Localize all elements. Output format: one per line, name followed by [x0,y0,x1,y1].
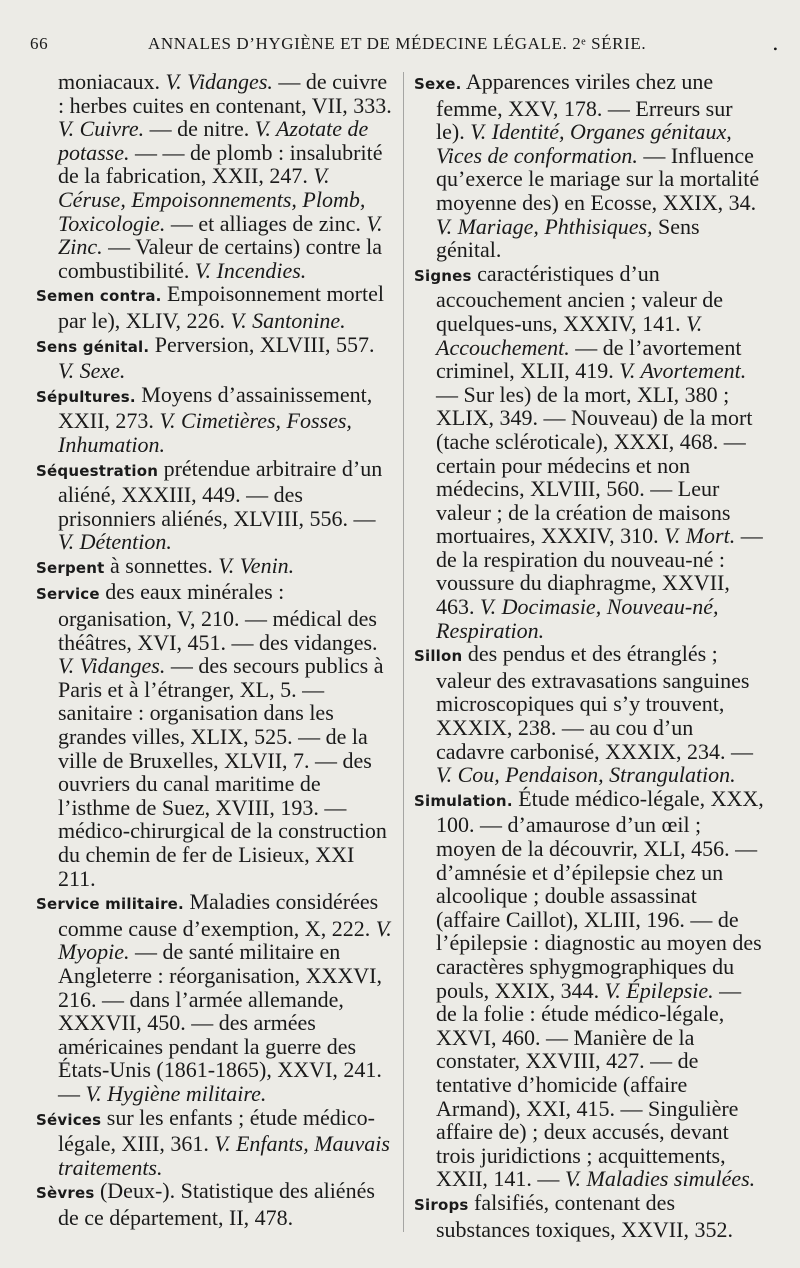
entry-text: — de santé militaire en Angleterre : réorganisation, XXXVI, 216. — dans l’armée allemande, XXXVII, 450. — des armées américaines pendant la guerre des États-Unis (1861-1865), XXVI, 241. — [58,939,382,1106]
entry-headword: Sirops [414,1195,469,1214]
cross-reference: V. Santonine. [230,307,346,333]
entry-text: — de la folie : étude médico-légale, XXVI, 460. — Manière de la constater, XXVIII, 427. — de tentative d’homicide (affaire Armand), XXI, 415. — Singulière affaire de) ; deux accusés, devant trois juridictions ; acquittements, XXII, 141. — [436,977,742,1192]
entry-headword: Sèvres [36,1184,95,1203]
cross-reference: V. Céruse, Empoisonnements, Plomb, Toxicologie. [58,163,366,236]
entry-text: — de l’avortement criminel, XLII, 419. [436,334,742,384]
entry-text: Empoisonnement mortel par le), XLIV, 226. [58,281,384,333]
entry-text: prétendue arbitraire d’un aliéné, XXXIII, 449. — des prisonniers aliénés, XLVIII, 556. — [58,455,383,531]
entry-text: — — de plomb : insalubrité de la fabrication, XXII, 247. [58,139,383,189]
entry-text: moniacaux. [58,69,166,94]
entry-text: — de la respiration du nouveau-né : voussure du diaphragme, XXVII, 463. [436,523,763,620]
running-header [30,34,778,64]
index-entry [414,1191,766,1241]
entry-text: — et alliages de zinc. [165,210,367,236]
cross-reference: V. Docimasie, Nouveau-né, Respiration. [436,594,719,643]
cross-reference: V. Accouchement. [436,310,703,360]
entry-text: — Valeur de certains) contre la combustibilité. [58,234,382,283]
index-entry [36,1106,396,1180]
cross-reference: V. Maladies simulées. [564,1166,756,1192]
entry-text: Perversion, XLVIII, 557. [149,331,375,357]
entry-text: à sonnettes. [104,552,219,578]
entry-headword: Simulation. [414,791,513,810]
right-column [414,70,766,1241]
cross-reference: V. Mariage, Phthisiques, [436,213,653,239]
column-divider [403,72,404,1232]
cross-reference: V. Myopie. [58,915,392,965]
entry-headword: Sens génital. [36,337,150,356]
index-entry [36,890,396,1105]
entry-text: — des secours publics à Paris et à l’étranger, XL, 5. — sanitaire : organisation dans les grandes villes, XLIX, 525. — de la ville de Bruxelles, XLVII, 7. — des ouvriers du canal maritime de l’isthme de Suez, XVIII, 193. — médico-chirurgical de la construction du chemin de fer de Lisieux, XXI 211. [58,653,387,891]
page-number: 66 [30,34,49,53]
entry-text: Sens génital. [436,213,700,263]
entry-headword: Semen contra. [36,287,162,306]
index-entry [36,282,396,332]
index-entry [36,457,396,554]
cross-reference: V. Zinc. [58,210,383,260]
corner-mark: • [773,42,778,56]
index-entry [36,383,396,457]
cross-reference: V. Vidanges. [58,653,166,679]
entry-headword: Signes [414,266,472,285]
entry-headword: Sillon [414,647,463,666]
entry-text: falsifiés, contenant des substances toxiques, XXVII, 352. [436,1189,733,1242]
entry-text: Étude médico-légale, XXX, 100. — d’amaurose d’un œil ; moyen de la découvrir, XLI, 456. — d’amnésie et d’épilepsie chez un alcoolique ; double assassinat (affaire Caillot), XLIII, 196. — de l’épilepsie : diagnostic au moyen des caractères sphygmographiques du pouls, XXIX, 344. [436,785,764,1003]
cross-reference: V. Détention. [58,529,172,555]
index-entry [36,1179,396,1229]
cross-reference: V. Identité, Organes génitaux, Vices de conformation. [436,119,732,168]
running-title: ANNALES D’HYGIÈNE ET DE MÉDECINE LÉGALE. 2ᵉ SÉRIE. [148,34,647,53]
entry-headword: Sévices [36,1110,102,1129]
entry-headword: Service militaire. [36,895,184,914]
cross-reference: V. Avortement. [619,358,747,384]
index-entry [414,262,766,643]
entry-headword: Service [36,585,100,604]
entry-continuation [36,70,396,282]
cross-reference: V. Épilepsie. [604,977,714,1003]
cross-reference: V. Mort. [664,523,736,549]
cross-reference: V. Enfants, Mauvais traitements. [58,1131,390,1180]
entry-text: des eaux minérales : organisation, V, 210. — médical des théâtres, XVI, 451. — des vidanges. [58,579,378,655]
entry-text: (Deux-). Statistique des aliénés de ce département, II, 478. [58,1178,375,1230]
cross-reference: V. Venin. [218,552,295,578]
entry-text: Maladies considérées comme cause d’exemption, X, 222. [58,889,379,941]
cross-reference: V. Cimetières, Fosses, Inhumation. [58,408,352,457]
cross-reference: V. Cuivre. [58,116,145,142]
entry-text: — Sur les) de la mort, XLI, 380 ; XLIX, 349. — Nouveau) de la mort (tache scléroticale), XXXI, 468. — certain pour médecins et non médecins, XLVIII, 560. — Leur valeur ; de la création de maisons mortuaires, XXXIV, 310. [436,381,753,549]
cross-reference: V. Azotate de potasse. [58,116,369,165]
entry-text: sur les enfants ; étude médico-légale, XIII, 361. [58,1104,375,1157]
index-entry [414,787,766,1191]
index-entry [414,642,766,787]
index-entry [414,70,766,262]
index-entry [36,580,396,890]
cross-reference: V. Hygiène militaire. [85,1080,267,1106]
entry-headword: Sépultures. [36,387,136,406]
index-entry [36,333,396,383]
entry-headword: Séquestration [36,461,159,480]
index-entry [36,554,396,581]
entry-text: Apparences viriles chez une femme, XXV, 178. — Erreurs sur le). [436,69,733,145]
entry-headword: Serpent [36,558,105,577]
cross-reference: V. Sexe. [58,358,126,384]
left-column [36,70,396,1230]
entry-text: — de cuivre : herbes cuites en contenant, VII, 333. [58,69,392,118]
entry-headword: Sexe. [414,75,462,93]
entry-text: des pendus et des étranglés ; valeur des extravasations sanguines microscopiques qui s’y trouvent, XXXIX, 238. — au cou d’un cadavre carbonisé, XXXIX, 234. — [436,641,754,764]
entry-text: caractéristiques d’un accouchement ancien ; valeur de quelques-uns, XXXIV, 141. [436,260,724,336]
cross-reference: V. Incendies. [194,257,307,283]
cross-reference: V. Cou, Pendaison, Strangulation. [436,762,736,788]
entry-text: Moyens d’assainissement, XXII, 273. [58,381,373,434]
entry-text: — de nitre. [144,116,255,142]
entry-text: — Influence qu’exerce le mariage sur la mortalité moyenne des) en Ecosse, XXIX, 34. [436,142,760,215]
cross-reference: V. Vidanges. [165,69,273,94]
